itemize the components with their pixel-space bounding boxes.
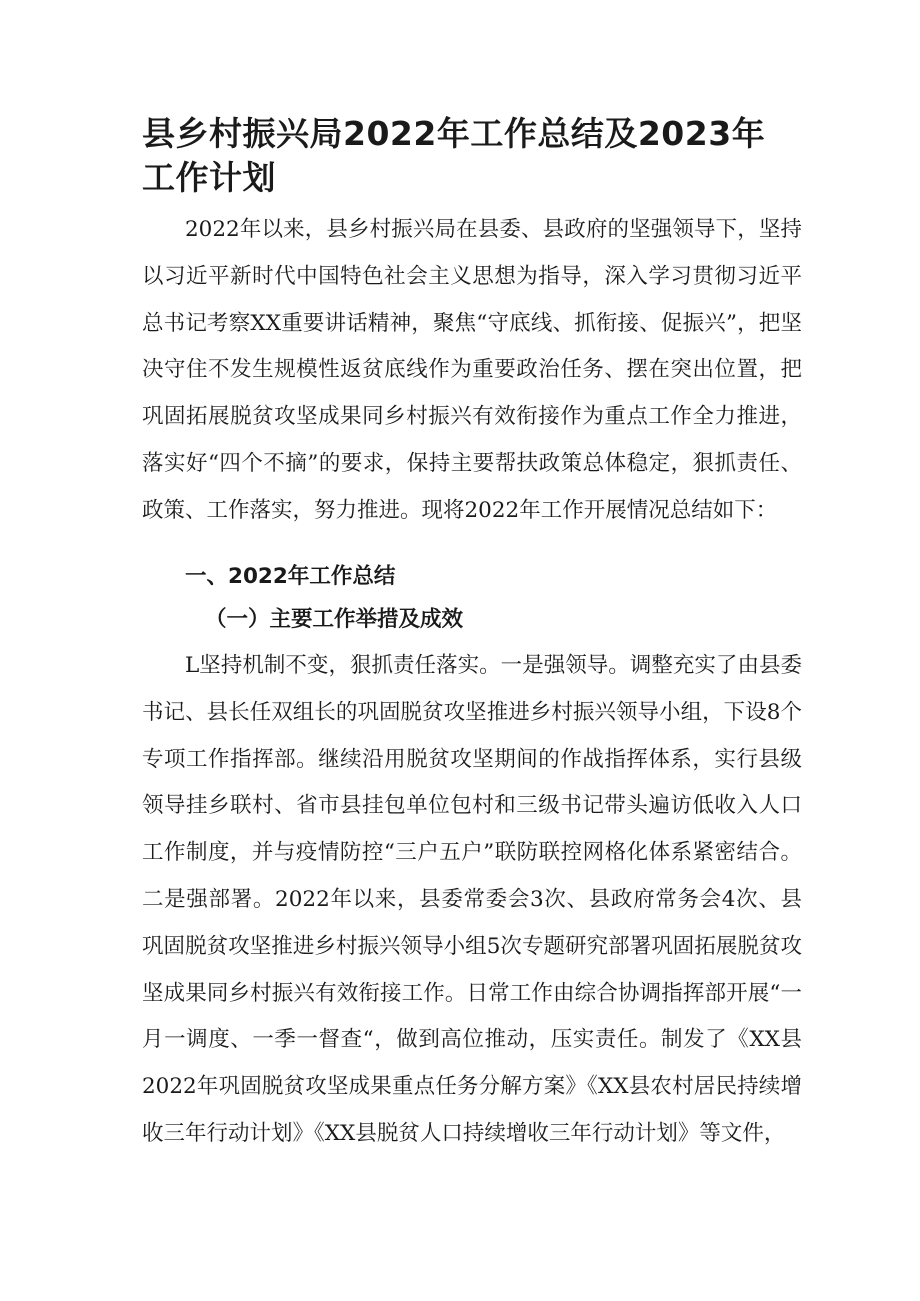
item-1-paragraph: L坚持机制不变，狠抓责任落实。一是强领导。调整充实了由县委书记、县长任双组长的巩固脱贫攻坚推进乡村振兴领导小组，下设8个专项工作指挥部。继续沿用脱贫攻坚期间的作战指挥体系，实行县级领导挂乡联村、省市县挂包单位包村和三级书记带头遍访低收入人口工作制度，并与疫情防控“三户五户”联防联控网格化体系紧密结合。二是强部署。2022年以来，县委常委会3次、县政府常务会4次、县巩固脱贫攻坚推进乡村振兴领导小组5次专题研究部署巩固拓展脱贫攻坚成果同乡村振兴有效衔接工作。日常工作由综合协调指挥部开展“一月一调度、一季一督查“，做到高位推动，压实责任。制发了《XX县2022年巩固脱贫攻坚成果重点任务分解方案》《XX县农村居民持续增收三年行动计划》《XX县脱贫人口持续增收三年行动计划》等文件，: [142, 653, 802, 1146]
document-title: 县乡村振兴局2022年工作总结及2023年工作计划: [142, 114, 766, 197]
section-heading: 一、2022年工作总结: [185, 564, 396, 589]
intro-paragraph: 2022年以来，县乡村振兴局在县委、县政府的坚强领导下，坚持以习近平新时代中国特色社会主义思想为指导，深入学习贯彻习近平总书记考察XX重要讲话精神，聚焦“守底线、抓衔接、促振兴”，把坚决守住不发生规模性返贫底线作为重要政治任务、摆在突出位置，把巩固拓展脱贫攻坚成果同乡村振兴有效衔接作为重点工作全力推进，落实好“四个不摘”的要求，保持主要帮扶政策总体稳定，狠抓责任、政策、工作落实，努力推进。现将2022年工作开展情况总结如下：: [142, 217, 802, 523]
subsection-heading: （一）主要工作举措及成效: [205, 607, 464, 632]
